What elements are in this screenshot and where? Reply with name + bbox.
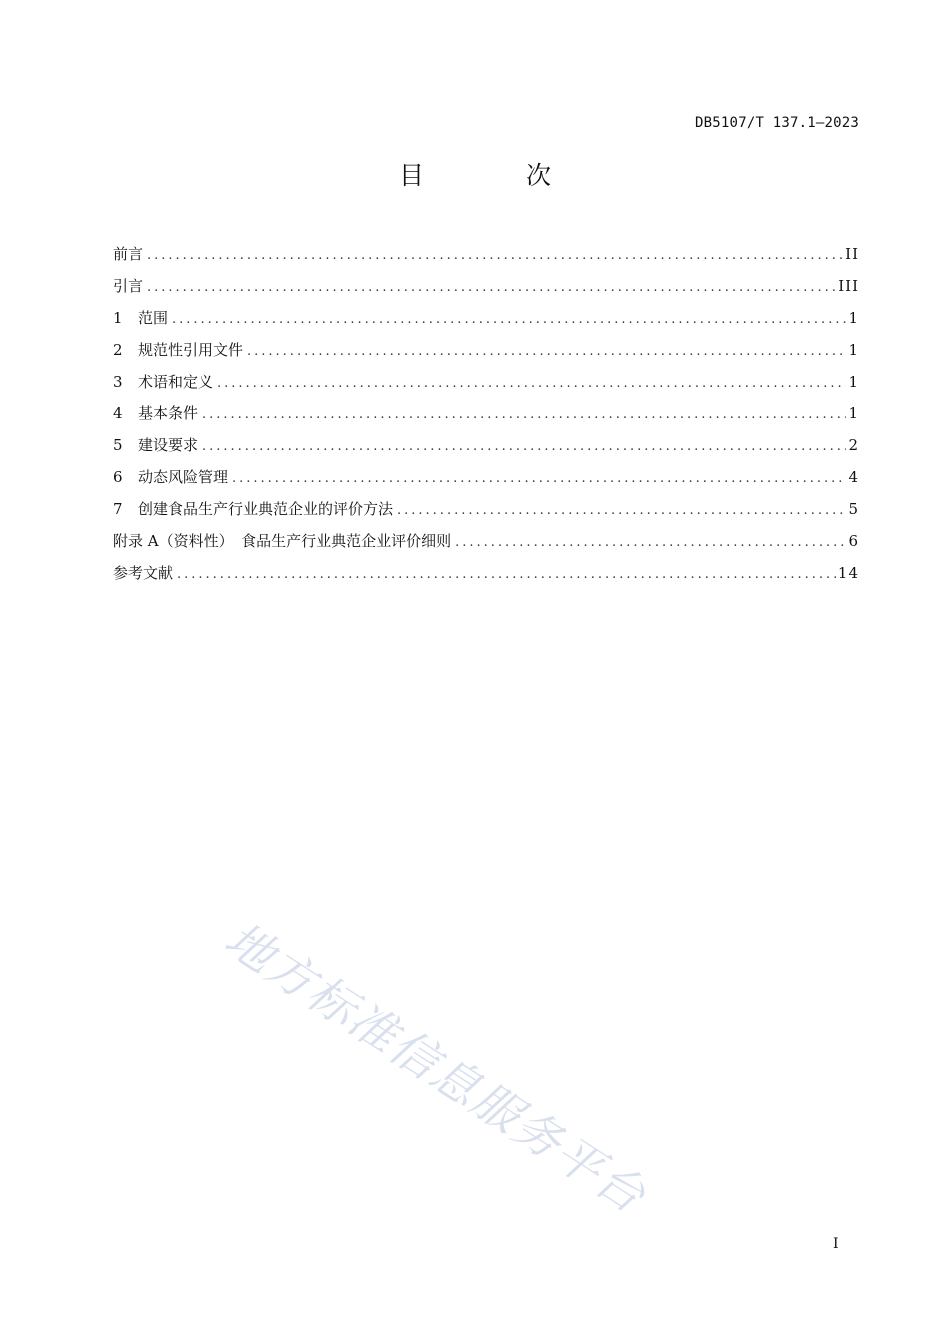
toc-entry-label: 附录 A（资料性） 食品生产行业典范企业评价细则: [113, 532, 452, 551]
toc-entry-label: 术语和定义: [138, 372, 214, 391]
toc-dot-leader: [397, 501, 846, 521]
toc-entry-page: 6: [848, 532, 859, 551]
toc-entry-number: 7: [113, 500, 123, 519]
toc-entry-label: 创建食品生产行业典范企业的评价方法: [138, 500, 394, 519]
toc-entry-page: 5: [848, 500, 859, 519]
toc-dot-leader: [172, 310, 846, 330]
toc-entry-foreword[interactable]: [113, 244, 859, 276]
toc-entry-appendix-a[interactable]: [113, 531, 859, 563]
toc-entry-scope[interactable]: [113, 308, 859, 340]
toc-entry-number: 5: [113, 436, 123, 455]
toc-dot-leader: [147, 246, 843, 266]
page-number: I: [833, 1236, 839, 1252]
toc-entry-label: 建设要求: [138, 436, 199, 455]
toc-dot-leader: [177, 565, 836, 585]
toc-entry-label: 动态风险管理: [138, 468, 229, 487]
toc-entry-introduction[interactable]: [113, 276, 859, 308]
toc-dot-leader: [232, 469, 846, 489]
toc-entry-label: 范围: [138, 308, 169, 327]
table-of-contents: [113, 244, 859, 595]
toc-entry-number: 3: [113, 372, 123, 391]
toc-entry-terms-definitions[interactable]: [113, 372, 859, 404]
toc-entry-number: 1: [113, 308, 123, 327]
toc-entry-page: 1: [848, 308, 859, 327]
toc-dot-leader: [217, 374, 846, 394]
toc-entry-page: III: [838, 276, 859, 295]
toc-entry-normative-references[interactable]: [113, 340, 859, 372]
toc-entry-label: 规范性引用文件: [138, 340, 244, 359]
toc-entry-page: 1: [848, 372, 859, 391]
toc-dot-leader: [147, 278, 836, 298]
toc-entry-page: 1: [848, 340, 859, 359]
toc-entry-bibliography[interactable]: [113, 563, 859, 595]
toc-entry-page: II: [845, 245, 859, 263]
watermark: 地方标准信息服务平台: [214, 911, 656, 1225]
toc-entry-number: 2: [113, 340, 123, 359]
toc-entry-evaluation-method[interactable]: [113, 499, 859, 531]
toc-entry-label: 参考文献: [113, 563, 174, 582]
toc-entry-number: 6: [113, 468, 123, 487]
document-code: DB5107/T 137.1—2023: [695, 115, 859, 131]
toc-dot-leader: [202, 405, 846, 425]
toc-entry-page: 1: [848, 404, 859, 423]
toc-entry-label: 基本条件: [138, 404, 199, 423]
toc-entry-page: 14: [837, 563, 859, 582]
toc-entry-label: 引言: [113, 276, 144, 295]
toc-dot-leader: [455, 533, 846, 553]
toc-entry-label: 前言: [113, 245, 144, 263]
toc-entry-number: 4: [113, 404, 123, 423]
toc-entry-dynamic-risk-management[interactable]: [113, 467, 859, 499]
toc-entry-basic-conditions[interactable]: [113, 403, 859, 435]
toc-entry-page: 4: [848, 468, 859, 487]
toc-entry-construction-requirements[interactable]: [113, 435, 859, 467]
toc-dot-leader: [247, 342, 846, 362]
toc-dot-leader: [202, 437, 846, 457]
page-title: 目 次: [399, 161, 598, 190]
toc-entry-page: 2: [848, 436, 859, 455]
